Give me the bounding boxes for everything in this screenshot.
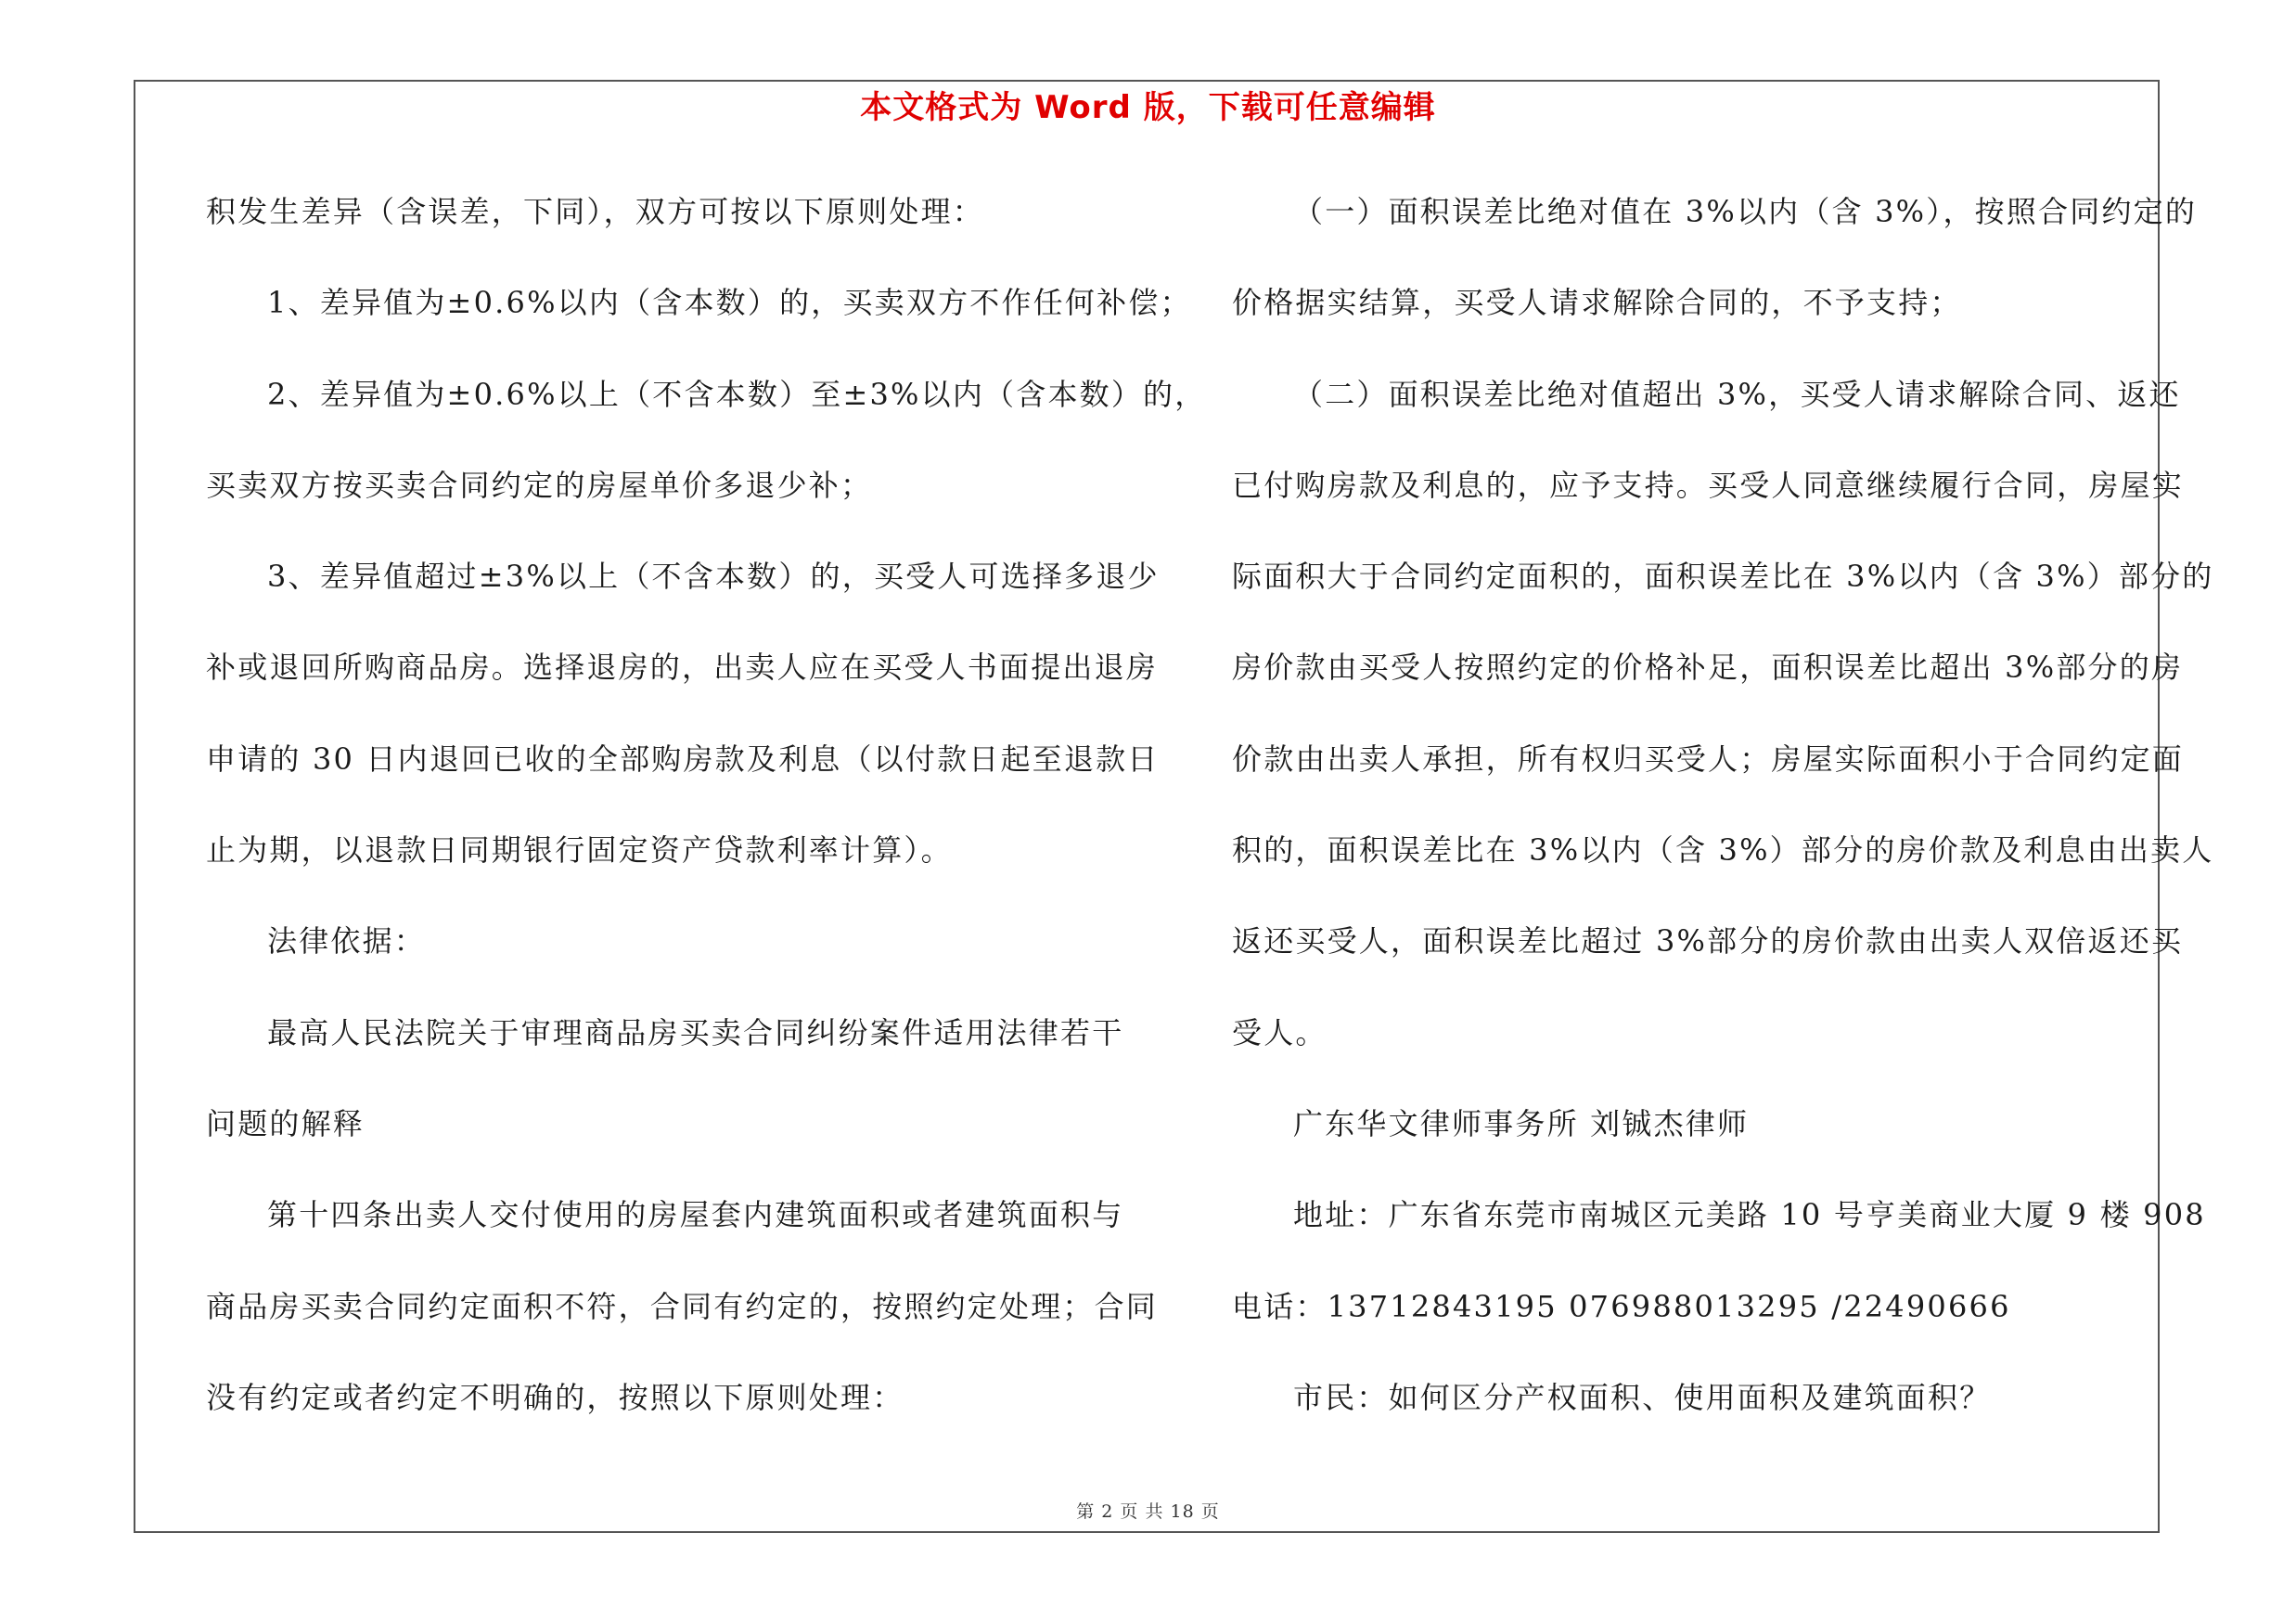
text-line: 补或退回所购商品房。选择退房的，出卖人应在买受人书面提出退房 xyxy=(206,650,1159,686)
text-line: 价格据实结算，买受人请求解除合同的，不予支持； xyxy=(1232,285,1962,321)
text-line: 积发生差异（含误差，下同），双方可按以下原则处理： xyxy=(206,194,985,229)
text-line: 第十四条出卖人交付使用的房屋套内建筑面积或者建筑面积与 xyxy=(267,1197,1124,1233)
left-column xyxy=(206,184,1207,1461)
text-line: 买卖双方按买卖合同约定的房屋单价多退少补； xyxy=(206,467,873,503)
text-line: （二）面积误差比绝对值超出 3%，买受人请求解除合同、返还 xyxy=(1293,376,2181,412)
text-line: 价款由出卖人承担，所有权归买受人；房屋实际面积小于合同约定面 xyxy=(1232,741,2185,777)
text-line: （一）面积误差比绝对值在 3%以内（含 3%），按照合同约定的 xyxy=(1293,194,2198,229)
text-line: 已付购房款及利息的，应予支持。买受人同意继续履行合同，房屋实 xyxy=(1232,467,2185,503)
right-column xyxy=(1232,184,2214,1461)
text-line: 没有约定或者约定不明确的，按照以下原则处理： xyxy=(206,1379,904,1415)
text-line: 电话：13712843195 076988013295 /22490666 xyxy=(1232,1288,2011,1324)
text-line: 2、差异值为±0.6%以上（不含本数）至±3%以内（含本数）的， xyxy=(267,376,1207,412)
text-line: 积的，面积误差比在 3%以内（含 3%）部分的房价款及利息由出卖人 xyxy=(1232,832,2214,869)
text-line: 最高人民法院关于审理商品房买卖合同纠纷案件适用法律若干 xyxy=(267,1014,1124,1050)
page-number-footer: 第 2 页 共 18 页 xyxy=(1076,1501,1220,1522)
text-line: 际面积大于合同约定面积的，面积误差比在 3%以内（含 3%）部分的 xyxy=(1232,559,2214,595)
text-line: 法律依据： xyxy=(267,923,427,960)
text-line: 地址：广东省东莞市南城区元美路 10 号亨美商业大厦 9 楼 908 xyxy=(1293,1197,2206,1233)
format-banner: 本文格式为 Word 版，下载可任意编辑 xyxy=(860,89,1436,126)
text-line: 市民：如何区分产权面积、使用面积及建筑面积？ xyxy=(1293,1379,1992,1415)
text-line: 广东华文律师事务所 刘铖杰律师 xyxy=(1293,1105,1750,1141)
text-line: 房价款由买受人按照约定的价格补足，面积误差比超出 3%部分的房 xyxy=(1232,650,2184,686)
text-line: 申请的 30 日内退回已收的全部购房款及利息（以付款日起至退款日 xyxy=(206,741,1160,777)
text-line: 商品房买卖合同约定面积不符，合同有约定的，按照约定处理；合同 xyxy=(206,1288,1159,1324)
text-line: 止为期，以退款日同期银行固定资产贷款利率计算）。 xyxy=(206,832,953,869)
text-line: 受人。 xyxy=(1232,1014,1328,1050)
text-line: 返还买受人，面积误差比超过 3%部分的房价款由出卖人双倍返还买 xyxy=(1232,923,2184,960)
text-line: 1、差异值为±0.6%以内（含本数）的，买卖双方不作任何补偿； xyxy=(267,285,1192,321)
text-line: 3、差异值超过±3%以上（不含本数）的，买受人可选择多退少 xyxy=(267,559,1160,595)
text-line: 问题的解释 xyxy=(206,1105,366,1141)
